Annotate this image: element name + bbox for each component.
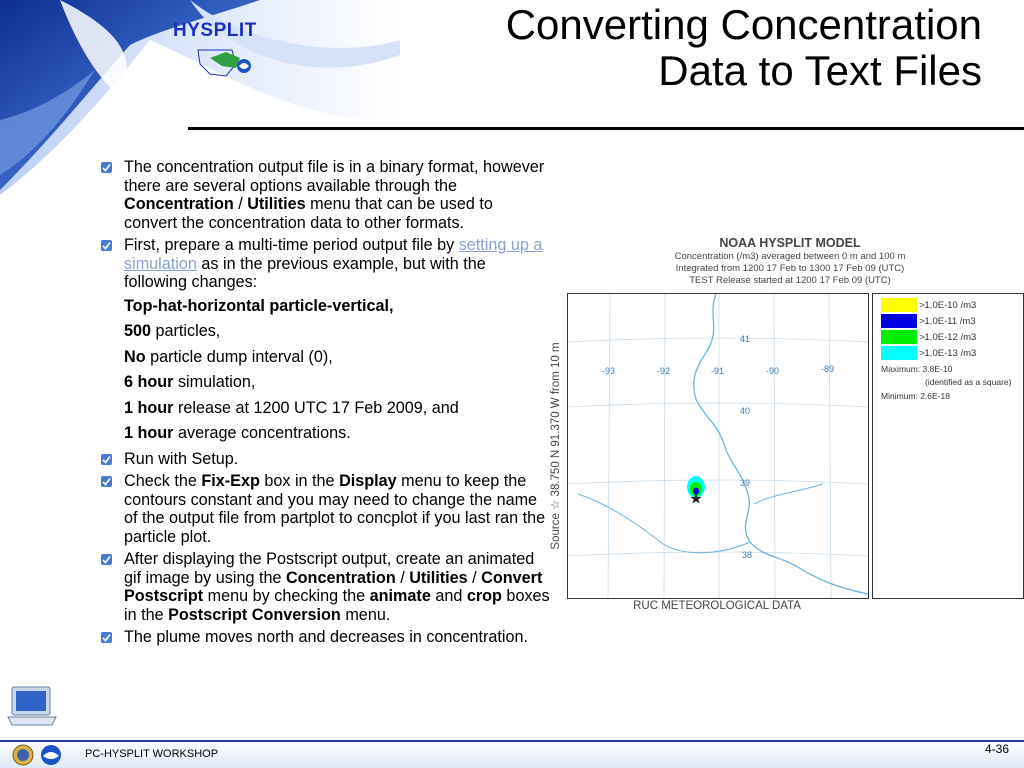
change-text: average concentrations. xyxy=(173,424,351,442)
lat-label: 40 xyxy=(740,406,751,416)
bullet-text: boxes in the xyxy=(124,587,550,624)
change-item xyxy=(100,399,550,418)
bullet-item xyxy=(100,236,550,292)
source-label-text: Source ☆ 38.750 N 91.370 W from 10 m xyxy=(550,342,562,550)
bullet-text: menu that can be used to convert the concentration data to other formats. xyxy=(124,195,493,232)
legend-minimum: Minimum: 2.6E-18 xyxy=(881,391,950,401)
legend-swatch xyxy=(881,314,917,328)
figure-subtitle-1: Concentration (/m3) averaged between 0 m and 100 m xyxy=(674,251,906,262)
figure-subtitle-2: Integrated from 1200 17 Feb to 1300 17 Feb 09 (UTC) xyxy=(675,263,905,274)
change-strong: 500 xyxy=(124,322,152,340)
lon-label: -92 xyxy=(657,366,671,376)
bullet-text: menu to keep the contours constant and you may need to change the name of the output file from partplot to concplot if you last ran the particle plot. xyxy=(124,472,546,546)
bullet-item xyxy=(100,472,550,546)
bullet-strong: Utilities xyxy=(247,195,306,213)
change-text: particle dump interval (0), xyxy=(145,347,333,366)
figure-subtitle-3: TEST Release started at 1200 17 Feb 09 (UTC) xyxy=(689,275,891,286)
change-item xyxy=(100,322,550,341)
change-item xyxy=(100,373,550,392)
lat-grid-line xyxy=(568,552,868,556)
bullet-text: The plume moves north and decreases in concentration. xyxy=(124,628,529,646)
lon-grid-line xyxy=(829,294,831,598)
title-line-2: Data to Text Files xyxy=(658,47,982,94)
lat-label: 38 xyxy=(742,550,753,560)
lat-grid-line xyxy=(568,338,868,342)
lat-label: 39 xyxy=(740,478,751,488)
title-line-1: Converting Concentration xyxy=(505,1,982,48)
bullet-text: / xyxy=(233,195,248,213)
lon-label: -90 xyxy=(766,366,780,376)
lon-label: -91 xyxy=(711,366,725,376)
figure-title: NOAA HYSPLIT MODEL xyxy=(719,236,861,250)
bullet-text: menu. xyxy=(340,605,391,624)
lon-label: -89 xyxy=(821,364,835,374)
doc-seal-icon xyxy=(12,744,34,766)
lon-grid-line xyxy=(608,294,610,598)
bullet-text: First, prepare a multi-time period output file by xyxy=(124,236,459,254)
lon-label: -93 xyxy=(602,366,616,376)
bullet-check-icon xyxy=(100,161,113,174)
legend-label: >1.0E-11 /m3 xyxy=(919,315,976,327)
concentration-legend xyxy=(872,293,1024,599)
bullet-check-icon xyxy=(100,453,113,466)
bullet-strong: Postscript Conversion xyxy=(168,605,341,624)
bullet-text: as in the previous example, but with the following changes: xyxy=(124,254,486,291)
bullet-check-icon xyxy=(100,631,113,644)
bullet-item xyxy=(100,158,550,232)
footer-text: PC-HYSPLIT WORKSHOP xyxy=(85,748,219,760)
bullet-list xyxy=(100,158,550,651)
footer-divider xyxy=(0,740,1024,742)
change-strong: No xyxy=(124,347,146,366)
figure-header xyxy=(560,236,1020,287)
lat-grid-line xyxy=(568,403,868,407)
river-tributary xyxy=(754,484,823,504)
legend-swatch xyxy=(881,346,917,360)
change-item xyxy=(100,424,550,443)
change-strong: 6 hour xyxy=(124,373,174,391)
legend-label: >1.0E-13 /m3 xyxy=(919,347,977,359)
change-item xyxy=(100,348,550,367)
bullet-strong: Display xyxy=(339,472,397,490)
legend-item xyxy=(881,314,976,328)
bullet-text: and xyxy=(430,587,467,605)
setting-up-simulation-link[interactable]: setting up a simulation xyxy=(124,236,543,273)
bullet-text: / xyxy=(395,568,410,587)
bullet-item xyxy=(100,550,550,624)
bullet-text: After displaying the Postscript output, create an animated gif image by using the xyxy=(124,550,535,587)
title-underline xyxy=(188,127,1024,130)
change-item xyxy=(100,297,550,316)
bullet-strong: Concentration xyxy=(285,568,396,587)
bullet-text: box in the xyxy=(259,472,340,490)
legend-item xyxy=(881,330,976,344)
change-text: simulation, xyxy=(173,373,256,391)
bullet-strong: Convert Postscript xyxy=(124,568,543,605)
legend-max-note: (identified as a square) xyxy=(925,377,1012,387)
bullet-check-icon xyxy=(100,553,113,566)
concentration-map xyxy=(567,293,869,599)
meteorological-data-label: RUC METEOROLOGICAL DATA xyxy=(633,600,801,612)
lat-label: 41 xyxy=(740,334,751,344)
change-strong: 1 hour xyxy=(124,398,174,417)
bullet-item xyxy=(100,628,550,647)
bullet-check-icon xyxy=(100,475,113,488)
hysplit-logo-text: HYSPLIT xyxy=(173,20,257,41)
bullet-text: Run with Setup. xyxy=(124,449,239,468)
legend-swatch xyxy=(881,330,917,344)
legend-maximum: Maximum: 3.8E-10 xyxy=(881,364,953,374)
figure-source-label xyxy=(541,293,569,599)
change-strong: 1 hour xyxy=(124,424,174,442)
bullet-text: The concentration output file is in a binary format, however there are several options available through the xyxy=(124,158,545,195)
bullet-text: / xyxy=(467,568,482,587)
bullet-strong: crop xyxy=(466,587,502,605)
change-text: release at 1200 UTC 17 Feb 2009, and xyxy=(173,398,459,417)
hysplit-logo-icon xyxy=(196,46,256,82)
bullet-strong: Concentration xyxy=(124,195,234,213)
legend-item xyxy=(881,298,976,312)
page-number: 4-36 xyxy=(985,742,1010,756)
legend-label: >1.0E-10 /m3 xyxy=(919,299,977,311)
plume xyxy=(687,476,705,504)
laptop-icon[interactable] xyxy=(6,685,58,727)
bullet-check-icon xyxy=(100,239,113,252)
change-text: particles, xyxy=(151,322,221,340)
bullet-strong: Fix-Exp xyxy=(201,472,260,490)
bullet-text: menu by checking the xyxy=(203,587,370,605)
bullet-text: Check the xyxy=(124,472,202,490)
slide-title xyxy=(362,2,982,94)
noaa-logo-icon xyxy=(40,744,62,766)
bullet-strong: Utilities xyxy=(409,568,468,587)
legend-swatch xyxy=(881,298,917,312)
legend-item xyxy=(881,346,976,360)
lat-grid-line xyxy=(568,480,868,484)
change-strong: Top-hat-horizontal particle-vertical, xyxy=(124,296,394,315)
bullet-item xyxy=(100,450,550,469)
bullet-strong: animate xyxy=(369,587,431,605)
legend-label: >1.0E-12 /m3 xyxy=(919,331,977,343)
